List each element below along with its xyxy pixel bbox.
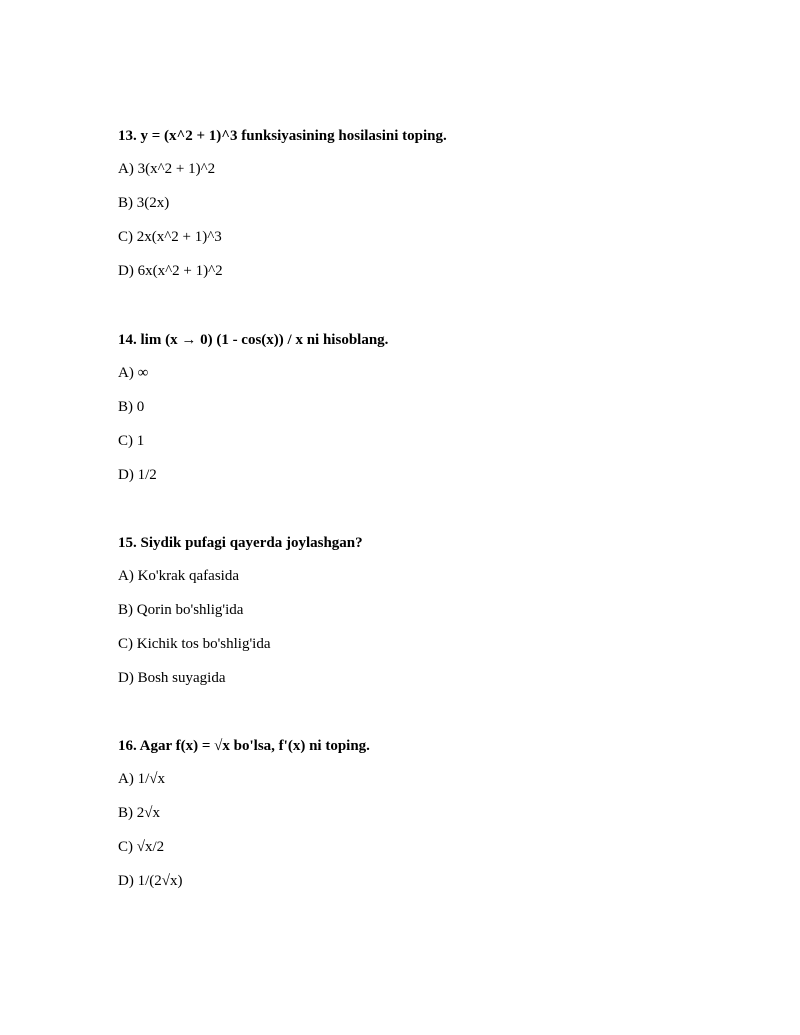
option-a: A) 1/√x bbox=[118, 771, 165, 787]
option-b: B) 3(2x) bbox=[118, 195, 170, 211]
option-c: C) √x/2 bbox=[118, 839, 165, 855]
option-c: C) Kichik tos bo'shlig'ida bbox=[118, 636, 271, 652]
option-a: A) 3(x^2 + 1)^2 bbox=[118, 161, 216, 177]
question-13 bbox=[118, 127, 738, 280]
option-d: D) 6x(x^2 + 1)^2 bbox=[118, 263, 223, 279]
option-b: B) 2√x bbox=[118, 805, 160, 821]
option-d: D) Bosh suyagida bbox=[118, 670, 226, 686]
option-c: C) 1 bbox=[118, 433, 145, 449]
question-title: 14. lim (x → 0) (1 - cos(x)) / x ni hisoblang. bbox=[118, 332, 389, 348]
option-a: A) Ko'krak qafasida bbox=[118, 568, 239, 584]
option-a: A) ∞ bbox=[118, 365, 149, 381]
question-title: 13. y = (x^2 + 1)^3 funksiyasining hosilasini toping. bbox=[118, 128, 447, 144]
question-14 bbox=[118, 331, 738, 484]
option-c: C) 2x(x^2 + 1)^3 bbox=[118, 229, 222, 245]
question-15 bbox=[118, 534, 738, 687]
option-d: D) 1/(2√x) bbox=[118, 873, 183, 889]
option-b: B) Qorin bo'shlig'ida bbox=[118, 602, 244, 618]
option-b: B) 0 bbox=[118, 399, 145, 415]
question-title: 15. Siydik pufagi qayerda joylashgan? bbox=[118, 535, 363, 551]
question-16 bbox=[118, 737, 738, 890]
option-d: D) 1/2 bbox=[118, 467, 157, 483]
question-title: 16. Agar f(x) = √x bo'lsa, f'(x) ni toping. bbox=[118, 738, 370, 754]
